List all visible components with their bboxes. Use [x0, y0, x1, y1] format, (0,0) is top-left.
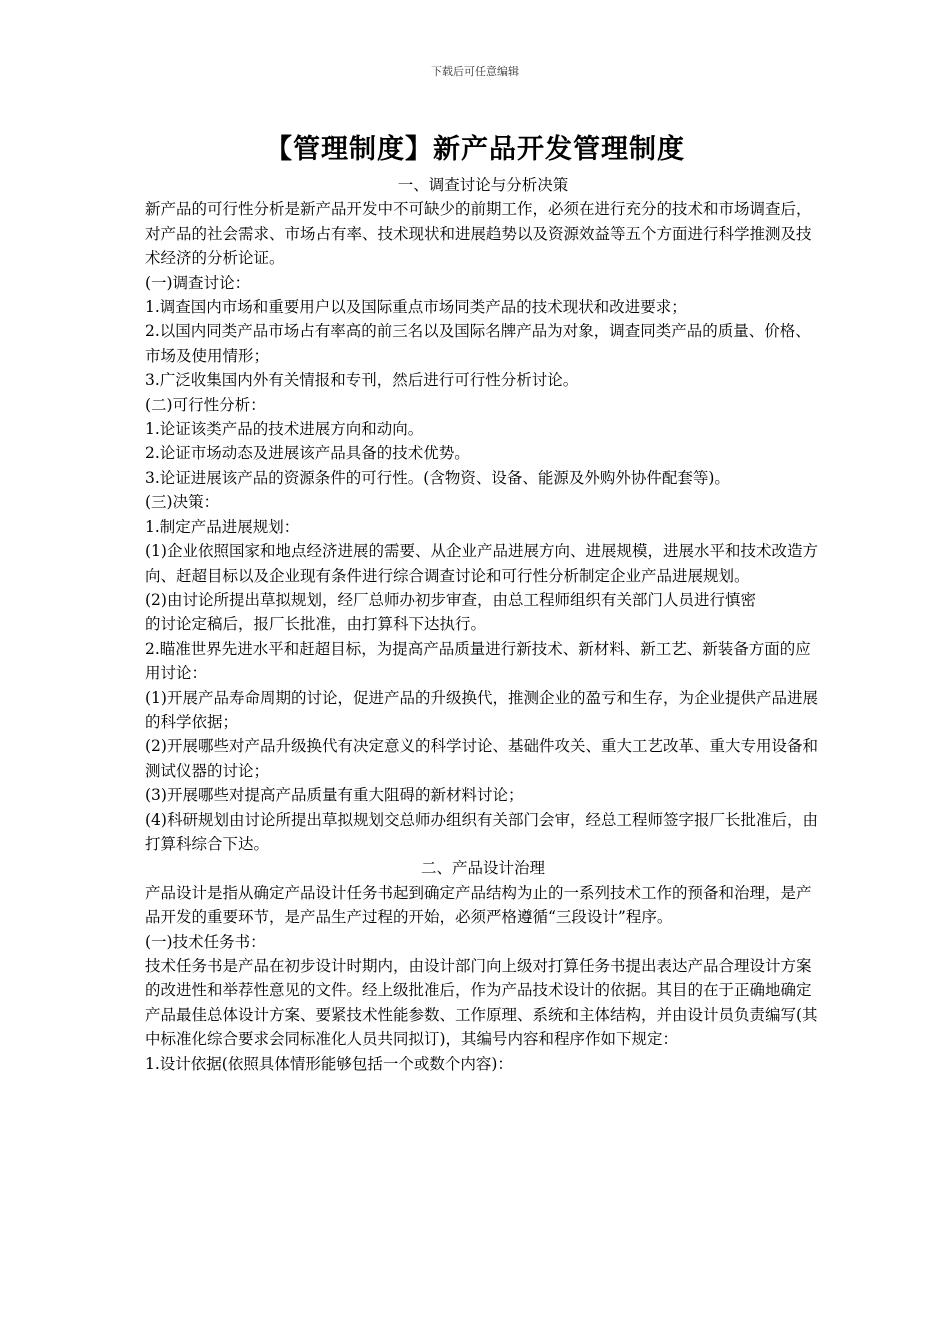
paragraph: 的讨论定稿后，报厂长批准，由打算科下达执行。 — [145, 615, 487, 634]
paragraph: 2.以国内同类产品市场占有率高的前三名以及国际名牌产品为对象，调查同类产品的质量、价格、市场及使用情形； — [145, 322, 811, 365]
paragraph: (4)科研规划由讨论所提出草拟规划交总师办组织有关部门会审，经总工程师签字报厂长批准后，由打算科综合下达。 — [145, 810, 818, 853]
paragraph: (3)开展哪些对提高产品质量有重大阻碍的新材料讨论； — [145, 786, 524, 805]
section-heading: 一、调查讨论与分析决策 — [397, 176, 569, 194]
paragraph: (一)技术任务书： — [145, 932, 266, 951]
paragraph: (1)企业依照国家和地点经济进展的需要、从企业产品进展方向、进展规模，进展水平和技术改造方向、赶超目标以及企业现有条件进行综合调查讨论和可行性分析制定企业产品进展规划。 — [145, 542, 818, 585]
paragraph: 3.论证进展该产品的资源条件的可行性。(含物资、设备、能源及外购外协件配套等)。 — [145, 468, 730, 487]
paragraph: (三)决策： — [145, 493, 220, 512]
paragraph: (2)由讨论所提出草拟规划，经厂总师办初步审查，由总工程师组织有关部门人员进行慎密 — [145, 590, 756, 609]
page-header: 下载后可任意编辑 — [431, 65, 519, 78]
paragraph: 技术任务书是产品在初步设计时期内，由设计部门向上级对打算任务书提出表达产品合理设计方案的改进性和举荐性意见的文件。经上级批准后，作为产品技术设计的依据。其目的在于正确地确定产品最佳总体设计方案、要紧技术性能参数、工作原理、系统和主体结构，并由设计员负责编写(其中标准化综合要求会同标准化人员共同拟订)，其编号内容和程序作如下规定： — [145, 957, 818, 1049]
paragraph: 1.制定产品进展规划： — [145, 517, 300, 536]
paragraph: 1.论证该类产品的技术进展方向和动向。 — [145, 420, 424, 439]
paragraph: 产品设计是指从确定产品设计任务书起到确定产品结构为止的一系列技术工作的预备和治理，是产品开发的重要环节，是产品生产过程的开始，必须严格遵循“三段设计”程序。 — [145, 883, 812, 927]
paragraph: 1.调查国内市场和重要用户以及国际重点市场同类产品的技术现状和改进要求； — [145, 298, 687, 317]
document-body — [145, 173, 821, 1076]
paragraph: 2.瞄准世界先进水平和赶超目标，为提高产品质量进行新技术、新材料、新工艺、新装备方面的应用讨论： — [145, 639, 811, 683]
paragraph: (一)调查讨论： — [145, 273, 251, 292]
paragraph: 3.广泛收集国内外有关情报和专刊，然后进行可行性分析讨论。 — [145, 371, 579, 390]
paragraph: (二)可行性分析： — [145, 395, 266, 414]
paragraph: 1.设计依据(依照具体情形能够包括一个或数个内容)： — [145, 1054, 513, 1073]
paragraph: 2.论证市场动态及进展该产品具备的技术优势。 — [145, 444, 470, 463]
paragraph: (1)开展产品寿命周期的讨论，促进产品的升级换代，推测企业的盈亏和生存，为企业提供产品进展的科学依据； — [145, 688, 818, 731]
paragraph: (2)开展哪些对产品升级换代有决定意义的科学讨论、基础件攻关、重大工艺改革、重大专用设备和测试仪器的讨论； — [145, 737, 818, 780]
paragraph: 新产品的可行性分析是新产品开发中不可缺少的前期工作，必须在进行充分的技术和市场调查后，对产品的社会需求、市场占有率、技术现状和进展趋势以及资源效益等五个方面进行科学推测及技术经济的分析论证。 — [145, 200, 812, 268]
section-heading: 二、产品设计治理 — [420, 859, 545, 878]
document-title: 【管理制度】新产品开发管理制度 — [265, 134, 685, 165]
